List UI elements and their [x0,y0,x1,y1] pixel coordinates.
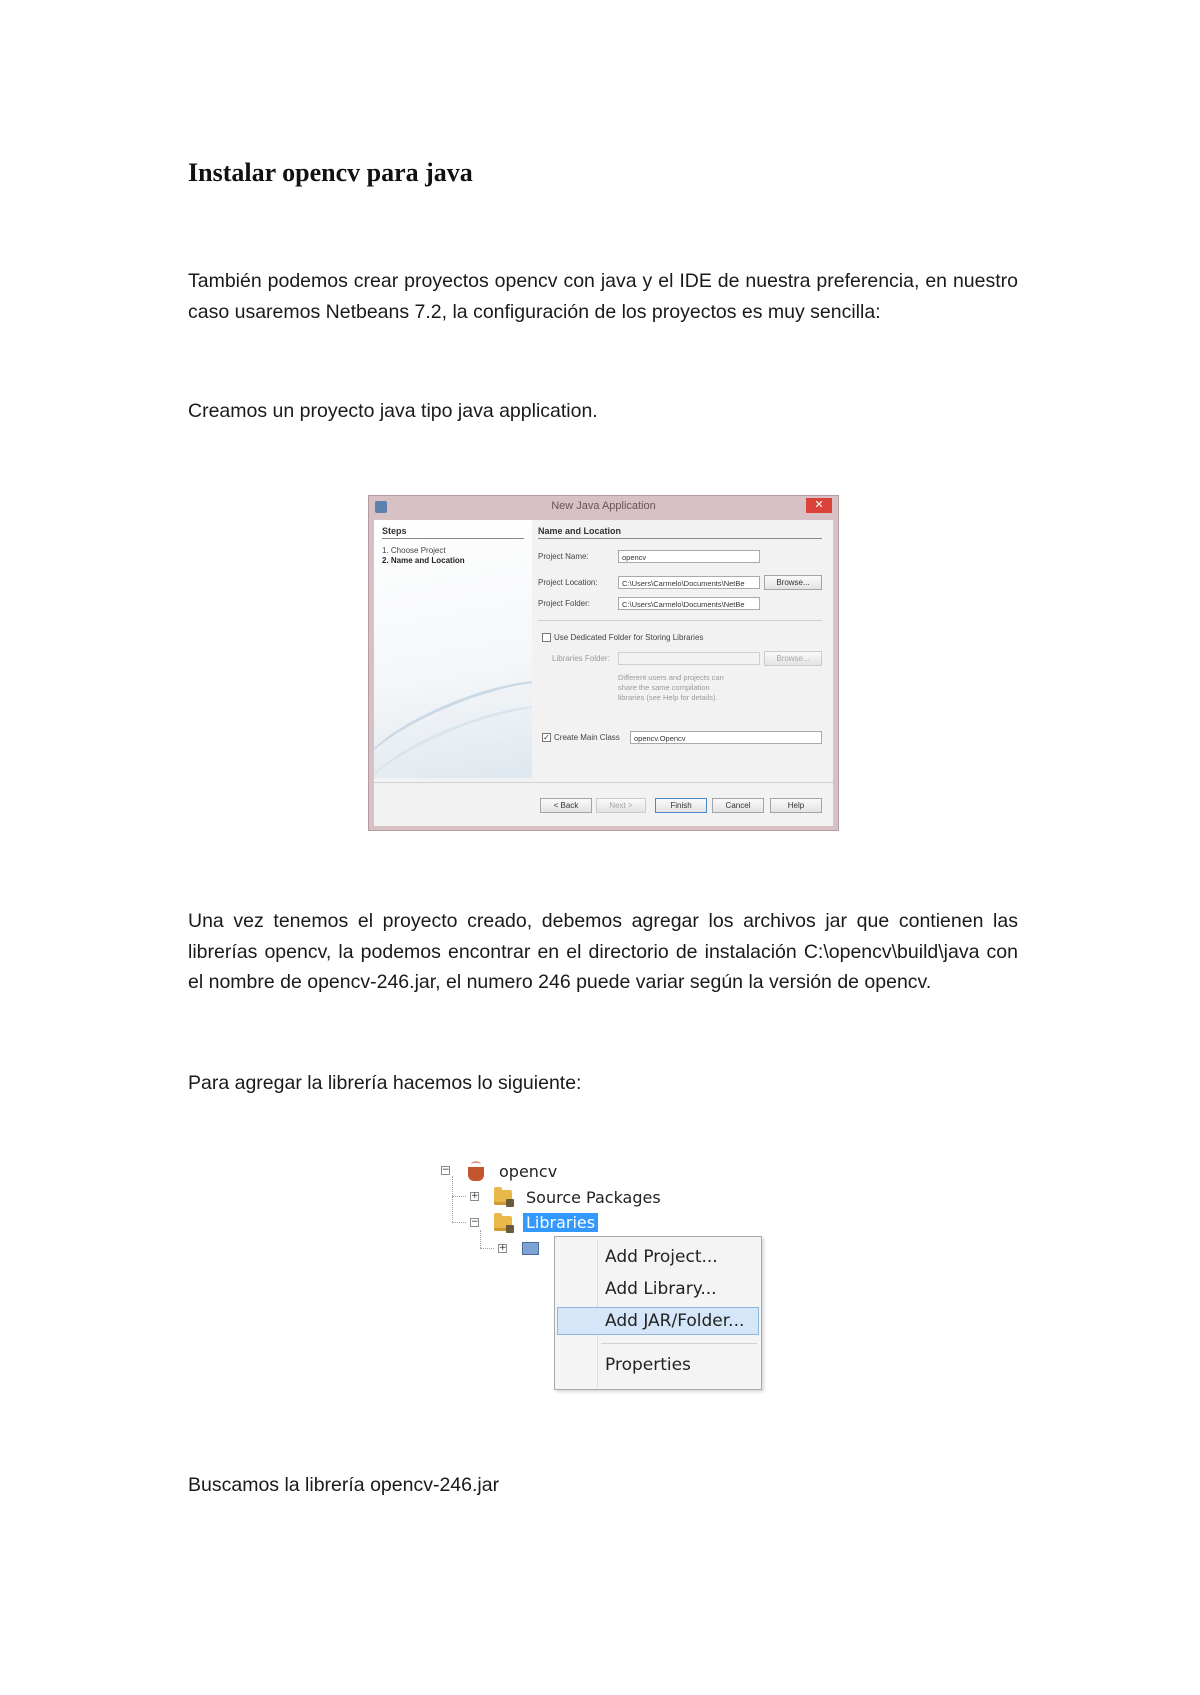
next-button: Next > [596,798,646,813]
libraries-folder-icon [494,1216,512,1231]
finish-button[interactable]: Finish [655,798,707,813]
tree-connector [480,1248,494,1249]
back-button[interactable]: < Back [540,798,592,813]
tree-connector [452,1176,453,1222]
create-main-class-checkbox[interactable]: ✓ [543,733,550,742]
steps-heading: Steps [382,526,524,539]
project-name-input[interactable]: opencv [618,550,760,563]
tree-connector [480,1230,481,1248]
menu-item-add-project[interactable]: Add Project... [605,1247,718,1267]
main-class-input[interactable]: opencv.Opencv [630,731,822,744]
expand-source-packages-toggle[interactable]: + [471,1191,479,1201]
java-project-icon [468,1167,484,1181]
project-folder-input: C:\Users\Carmelo\Documents\NetBe [618,597,760,610]
collapse-libraries-toggle[interactable]: − [471,1217,479,1227]
dialog-titlebar [369,496,838,518]
project-location-label: Project Location: [538,578,598,587]
dialog-body [374,520,833,826]
package-overlay-icon [506,1199,514,1207]
project-location-input[interactable]: C:\Users\Carmelo\Documents\NetBe [618,576,760,589]
tree-connector [452,1222,466,1223]
jdk-library-icon [522,1242,539,1255]
menu-item-add-jar-folder[interactable]: Add JAR/Folder... [557,1307,759,1335]
intro-paragraph: También podemos crear proyectos opencv con java y el IDE de nuestra preferencia, en nuestro caso usaremos Netbeans 7.2, la configuración de los proyectos es muy sencilla: [188,270,1018,323]
project-tree [432,1160,772,1400]
libraries-context-menu [554,1236,762,1390]
tree-item-libraries[interactable]: Libraries [523,1213,598,1232]
step-choose-project: 1. Choose Project [382,546,446,555]
document-title: Instalar opencv para java [188,158,473,187]
menu-separator [601,1343,757,1344]
libraries-hint-line: Different users and projects can [618,673,724,682]
tree-connector [452,1196,466,1197]
jar-overlay-icon [506,1225,514,1233]
dialog-title: New Java Application [551,500,656,512]
libraries-folder-input [618,652,760,665]
collapse-project-toggle[interactable]: − [442,1165,450,1175]
source-folder-icon [494,1190,512,1205]
dedicated-folder-label: Use Dedicated Folder for Storing Libraries [554,633,704,642]
browse-location-button[interactable]: Browse... [764,575,822,590]
menu-item-properties[interactable]: Properties [605,1355,691,1375]
create-main-class-label: Create Main Class [554,733,620,742]
tree-item-source-packages[interactable]: Source Packages [526,1188,661,1207]
libraries-hint-line: libraries (see Help for details). [618,693,718,702]
jar-files-paragraph: Una vez tenemos el proyecto creado, debemos agregar los archivos jar que contienen las librerías opencv, la podemos encontrar en el directorio de instalación C:\opencv\build\java con el nombre de opencv-246.jar, el numero 246 puede variar según la versión de opencv. [188,910,1018,993]
steps-panel [374,520,532,778]
close-icon[interactable]: ✕ [806,498,832,513]
expand-jdk-toggle[interactable]: + [499,1243,507,1253]
add-library-paragraph: Para agregar la librería hacemos lo siguiente: [188,1072,582,1094]
new-java-application-dialog [368,495,839,831]
create-project-paragraph: Creamos un proyecto java tipo java application. [188,400,598,422]
form-heading: Name and Location [538,526,822,539]
libraries-hint-line: share the same compilation [618,683,710,692]
footer-separator [374,782,833,783]
dedicated-folder-checkbox[interactable] [542,633,551,642]
menu-item-add-library[interactable]: Add Library... [605,1279,717,1299]
tree-item-project[interactable]: opencv [499,1162,558,1181]
libraries-folder-label: Libraries Folder: [552,654,610,663]
help-button[interactable]: Help [770,798,822,813]
search-library-paragraph: Buscamos la librería opencv-246.jar [188,1474,500,1496]
name-and-location-form [538,520,828,778]
project-folder-label: Project Folder: [538,599,591,608]
project-name-label: Project Name: [538,552,589,561]
browse-libraries-button: Browse... [764,651,822,666]
step-name-and-location: 2. Name and Location [382,556,465,565]
form-separator [538,620,822,621]
cancel-button[interactable]: Cancel [712,798,764,813]
